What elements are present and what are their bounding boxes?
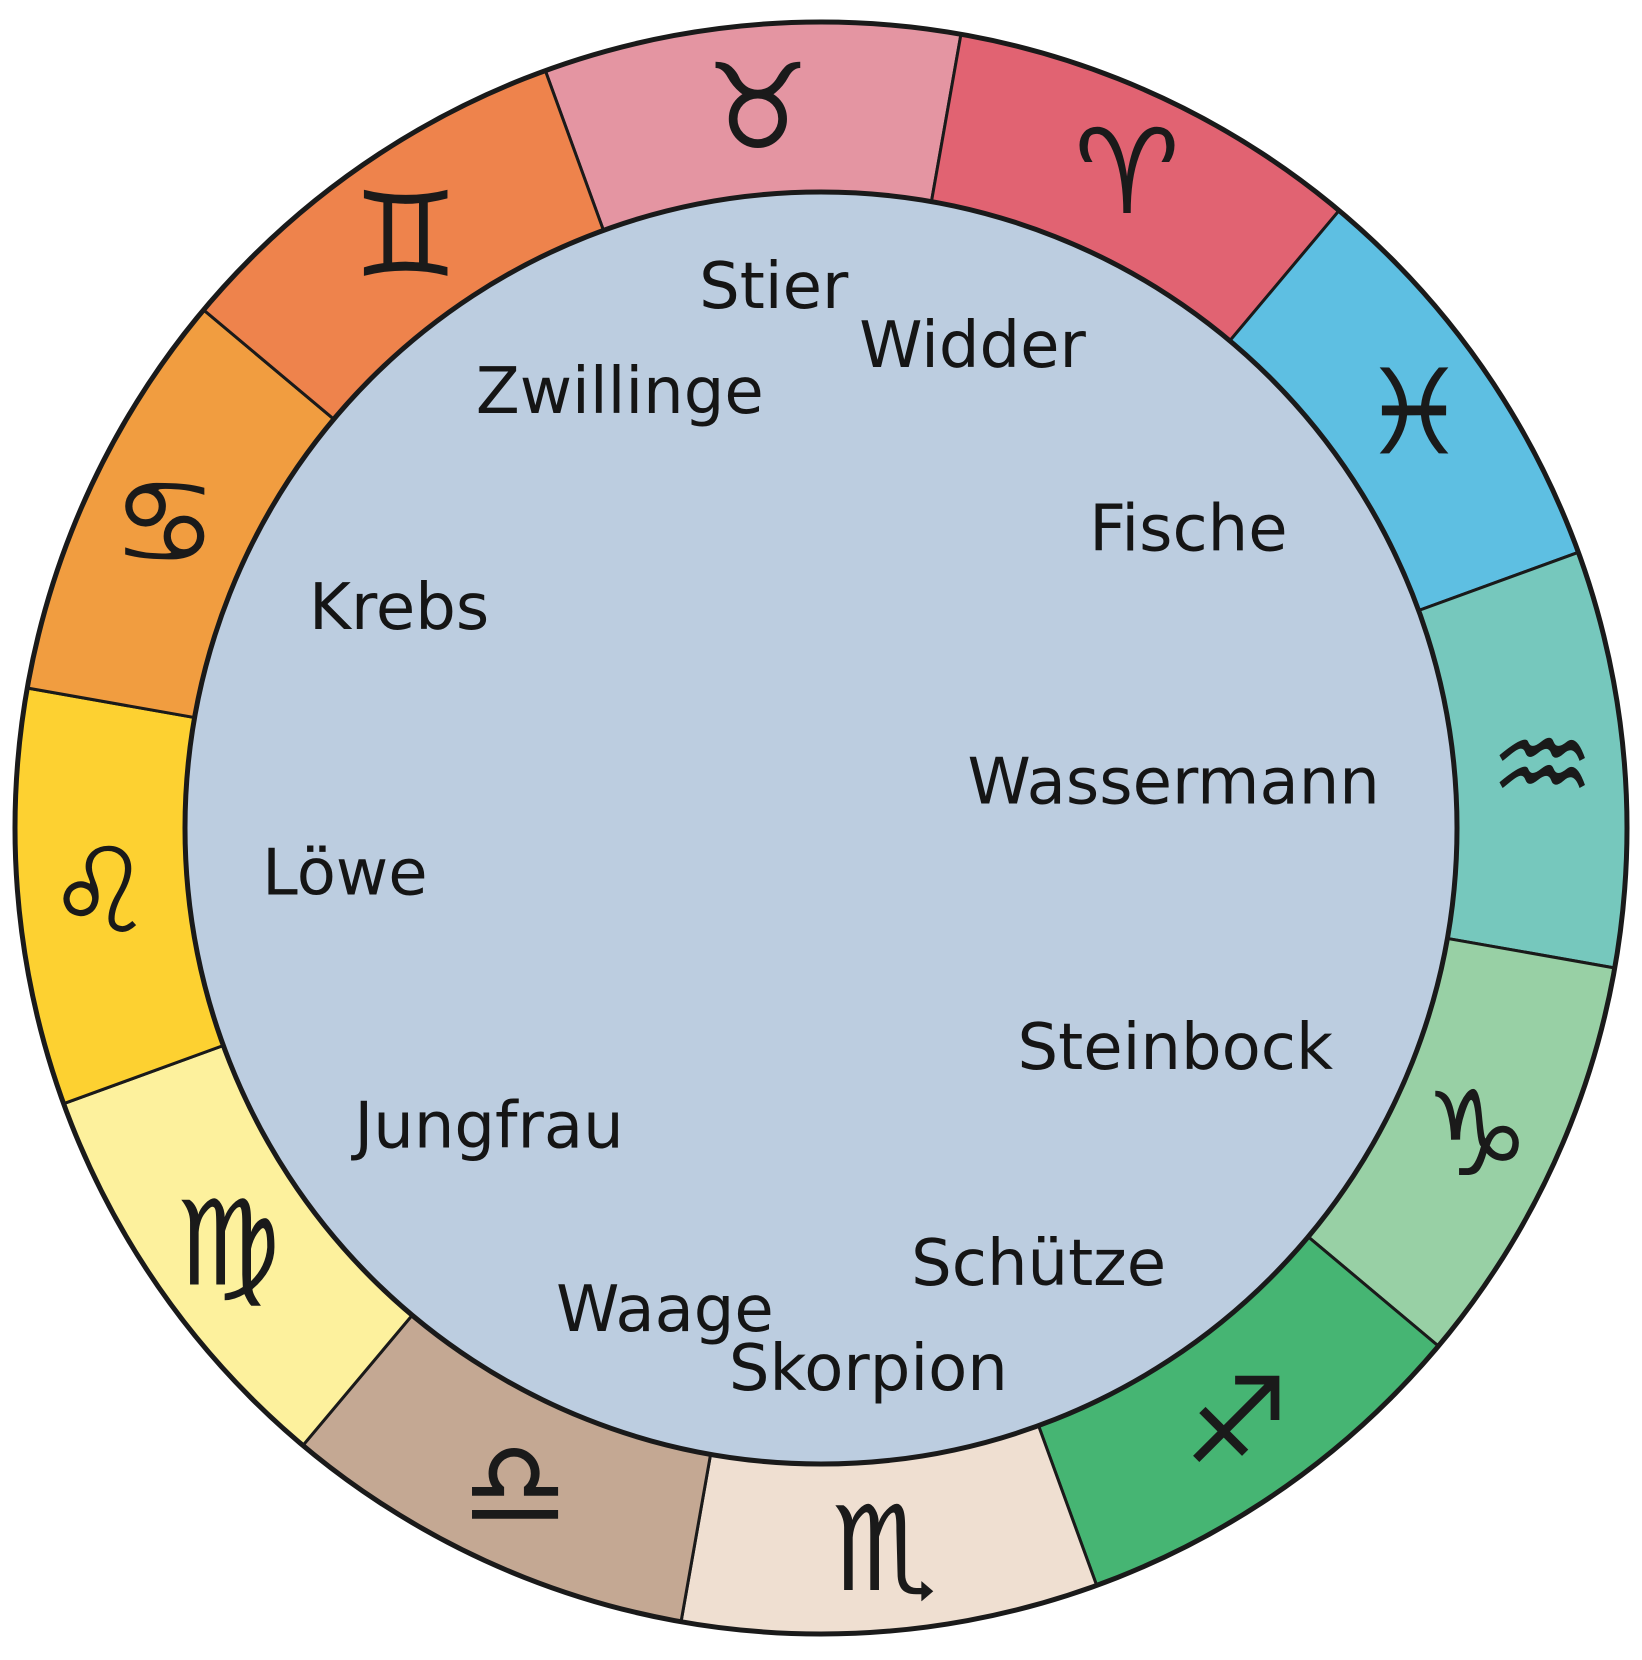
label-stier: Stier — [699, 249, 849, 324]
label-widder: Widder — [859, 308, 1086, 383]
pisces-icon: ♓ — [1361, 343, 1467, 482]
label-waage: Waage — [556, 1273, 774, 1348]
scorpio-icon: ♏ — [831, 1480, 937, 1619]
capricorn-icon: ♑ — [1424, 1064, 1531, 1203]
label-schuetze: Schütze — [911, 1226, 1167, 1301]
label-fische: Fische — [1089, 492, 1288, 567]
label-loewe: Löwe — [262, 836, 428, 911]
gemini-icon: ♊ — [352, 165, 459, 304]
leo-icon: ♌ — [46, 822, 153, 961]
cancer-icon: ♋ — [111, 453, 218, 592]
label-zwillinge: Zwillinge — [475, 355, 764, 430]
label-steinbock: Steinbock — [1017, 1011, 1334, 1086]
label-wassermann: Wassermann — [967, 745, 1380, 820]
aries-icon: ♈ — [1074, 102, 1180, 241]
label-jungfrau: Jungfrau — [354, 1089, 624, 1164]
sagittarius-icon: ♐ — [1183, 1352, 1290, 1491]
inner-disc — [185, 192, 1457, 1464]
label-skorpion: Skorpion — [728, 1332, 1008, 1407]
taurus-icon: ♉ — [705, 37, 811, 176]
virgo-icon: ♍ — [175, 1174, 281, 1313]
libra-icon: ♎ — [462, 1415, 568, 1554]
aquarius-icon: ♒ — [1489, 695, 1596, 834]
label-krebs: Krebs — [308, 570, 490, 645]
